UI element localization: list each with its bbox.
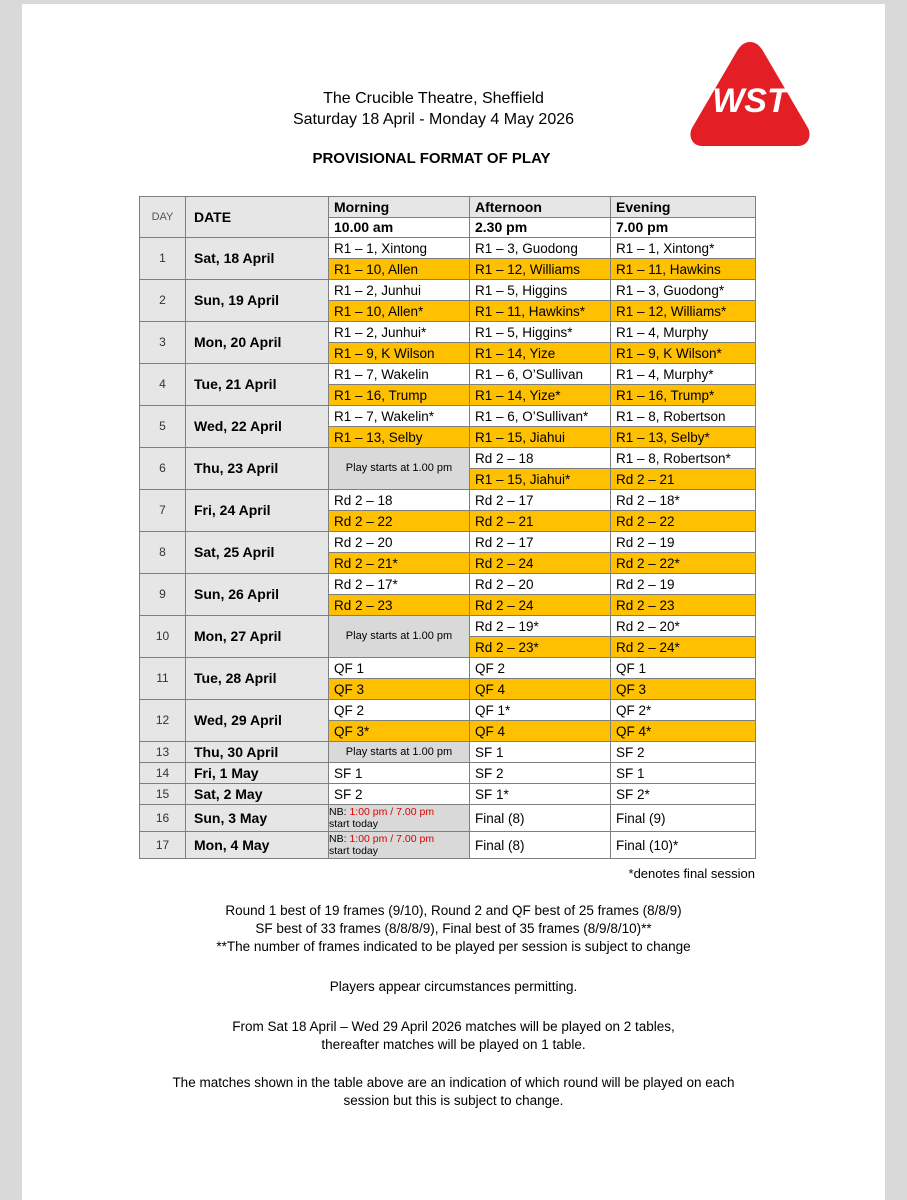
afternoon-session: R1 – 6, O’Sullivan <box>470 364 611 385</box>
morning-session: Rd 2 – 21* <box>329 553 470 574</box>
day-number: 7 <box>140 490 186 532</box>
day-number: 12 <box>140 700 186 742</box>
footer-line: session but this is subject to change. <box>343 1093 564 1108</box>
footer-line: From Sat 18 April – Wed 29 April 2026 matches will be played on 2 tables, <box>232 1019 675 1034</box>
afternoon-session: R1 – 14, Yize <box>470 343 611 364</box>
evening-session: Rd 2 – 21 <box>611 469 756 490</box>
evening-header: Evening <box>611 197 756 218</box>
nb-times: 1:00 pm / 7.00 pm <box>349 806 435 818</box>
date-cell: Sun, 19 April <box>186 280 329 322</box>
day-column-header: DAY <box>140 197 186 238</box>
evening-session: R1 – 4, Murphy <box>611 322 756 343</box>
evening-session: Rd 2 – 24* <box>611 637 756 658</box>
afternoon-session: SF 2 <box>470 763 611 784</box>
evening-session: Rd 2 – 22 <box>611 511 756 532</box>
table-row <box>140 322 756 343</box>
evening-session: Rd 2 – 20* <box>611 616 756 637</box>
day-number: 15 <box>140 784 186 805</box>
disclaimer <box>22 1074 885 1110</box>
table-row <box>140 658 756 679</box>
table-row <box>140 490 756 511</box>
evening-session: R1 – 11, Hawkins <box>611 259 756 280</box>
footer-line: The matches shown in the table above are an indication of which round will be played on each <box>172 1075 735 1090</box>
morning-session: Rd 2 – 18 <box>329 490 470 511</box>
morning-session: QF 1 <box>329 658 470 679</box>
morning-session: R1 – 16, Trump <box>329 385 470 406</box>
afternoon-session: R1 – 12, Williams <box>470 259 611 280</box>
morning-session: QF 3* <box>329 721 470 742</box>
play-starts-note: Play starts at 1.00 pm <box>329 616 470 658</box>
table-row <box>140 406 756 427</box>
evening-session: R1 – 1, Xintong* <box>611 238 756 259</box>
afternoon-session: Final (8) <box>470 832 611 859</box>
morning-session: R1 – 2, Junhui <box>329 280 470 301</box>
morning-session: QF 2 <box>329 700 470 721</box>
evening-session: Final (10)* <box>611 832 756 859</box>
day-number: 10 <box>140 616 186 658</box>
morning-session: Rd 2 – 23 <box>329 595 470 616</box>
afternoon-session: Rd 2 – 19* <box>470 616 611 637</box>
day-number: 14 <box>140 763 186 784</box>
footer-line: **The number of frames indicated to be played per session is subject to change <box>216 939 691 954</box>
afternoon-session: Rd 2 – 17 <box>470 532 611 553</box>
date-cell: Fri, 24 April <box>186 490 329 532</box>
morning-header: Morning <box>329 197 470 218</box>
date-column-header: DATE <box>186 197 329 238</box>
evening-session: R1 – 13, Selby* <box>611 427 756 448</box>
day-number: 17 <box>140 832 186 859</box>
morning-session: SF 2 <box>329 784 470 805</box>
nb-note-cell <box>329 805 470 832</box>
afternoon-session: SF 1* <box>470 784 611 805</box>
morning-session: Rd 2 – 20 <box>329 532 470 553</box>
evening-session: R1 – 8, Robertson* <box>611 448 756 469</box>
evening-session: QF 4* <box>611 721 756 742</box>
day-number: 2 <box>140 280 186 322</box>
day-number: 3 <box>140 322 186 364</box>
morning-session: R1 – 9, K Wilson <box>329 343 470 364</box>
evening-session: R1 – 4, Murphy* <box>611 364 756 385</box>
morning-session: R1 – 10, Allen* <box>329 301 470 322</box>
evening-session: Rd 2 – 19 <box>611 532 756 553</box>
table-row <box>140 238 756 259</box>
nb-note-cell <box>329 832 470 859</box>
nb-start: start today <box>329 818 379 830</box>
table-header-row <box>140 197 756 218</box>
evening-session: R1 – 16, Trump* <box>611 385 756 406</box>
date-cell: Thu, 23 April <box>186 448 329 490</box>
morning-session: R1 – 10, Allen <box>329 259 470 280</box>
footer-line: SF best of 33 frames (8/8/8/9), Final best of 35 frames (8/9/8/10)** <box>255 921 652 936</box>
date-cell: Sat, 2 May <box>186 784 329 805</box>
date-cell: Fri, 1 May <box>186 763 329 784</box>
table-row <box>140 784 756 805</box>
afternoon-session: SF 1 <box>470 742 611 763</box>
nb-times: 1:00 pm / 7.00 pm <box>349 833 435 845</box>
date-cell: Mon, 27 April <box>186 616 329 658</box>
table-row <box>140 364 756 385</box>
date-cell: Mon, 4 May <box>186 832 329 859</box>
final-session-note: *denotes final session <box>628 866 755 881</box>
schedule-table <box>139 196 756 859</box>
afternoon-session: R1 – 5, Higgins <box>470 280 611 301</box>
day-number: 8 <box>140 532 186 574</box>
play-starts-note: Play starts at 1.00 pm <box>329 448 470 490</box>
date-cell: Sun, 3 May <box>186 805 329 832</box>
afternoon-session: Rd 2 – 21 <box>470 511 611 532</box>
venue-name: The Crucible Theatre, Sheffield <box>323 90 544 107</box>
evening-session: SF 2* <box>611 784 756 805</box>
footer-line: thereafter matches will be played on 1 table. <box>321 1037 586 1052</box>
day-number: 9 <box>140 574 186 616</box>
evening-session: Rd 2 – 23 <box>611 595 756 616</box>
evening-session: QF 1 <box>611 658 756 679</box>
evening-session: SF 2 <box>611 742 756 763</box>
evening-session: Final (9) <box>611 805 756 832</box>
nb-label: NB: <box>329 833 347 845</box>
evening-session: R1 – 3, Guodong* <box>611 280 756 301</box>
tables-info <box>22 1018 885 1054</box>
day-number: 1 <box>140 238 186 280</box>
evening-session: Rd 2 – 18* <box>611 490 756 511</box>
table-row <box>140 742 756 763</box>
morning-session: Rd 2 – 22 <box>329 511 470 532</box>
table-row <box>140 280 756 301</box>
afternoon-session: R1 – 5, Higgins* <box>470 322 611 343</box>
table-row <box>140 763 756 784</box>
date-cell: Sun, 26 April <box>186 574 329 616</box>
morning-session: R1 – 7, Wakelin <box>329 364 470 385</box>
evening-time: 7.00 pm <box>611 218 756 238</box>
day-number: 13 <box>140 742 186 763</box>
afternoon-session: QF 4 <box>470 721 611 742</box>
morning-session: R1 – 1, Xintong <box>329 238 470 259</box>
table-row <box>140 700 756 721</box>
afternoon-session: Rd 2 – 24 <box>470 553 611 574</box>
nb-start: start today <box>329 845 379 857</box>
date-cell: Thu, 30 April <box>186 742 329 763</box>
document-page <box>22 4 885 1200</box>
afternoon-session: Rd 2 – 23* <box>470 637 611 658</box>
afternoon-session: R1 – 11, Hawkins* <box>470 301 611 322</box>
evening-session: SF 1 <box>611 763 756 784</box>
day-number: 16 <box>140 805 186 832</box>
evening-session: Rd 2 – 19 <box>611 574 756 595</box>
day-number: 11 <box>140 658 186 700</box>
table-row <box>140 616 756 637</box>
afternoon-session: Rd 2 – 24 <box>470 595 611 616</box>
day-number: 5 <box>140 406 186 448</box>
afternoon-session: QF 4 <box>470 679 611 700</box>
afternoon-header: Afternoon <box>470 197 611 218</box>
date-cell: Mon, 20 April <box>186 322 329 364</box>
afternoon-session: R1 – 6, O’Sullivan* <box>470 406 611 427</box>
table-row <box>140 574 756 595</box>
evening-session: R1 – 12, Williams* <box>611 301 756 322</box>
footer-line: Round 1 best of 19 frames (9/10), Round 2 and QF best of 25 frames (8/8/9) <box>225 903 682 918</box>
morning-session: R1 – 7, Wakelin* <box>329 406 470 427</box>
evening-session: R1 – 8, Robertson <box>611 406 756 427</box>
evening-session: QF 3 <box>611 679 756 700</box>
morning-session: QF 3 <box>329 679 470 700</box>
evening-session: Rd 2 – 22* <box>611 553 756 574</box>
morning-session: R1 – 2, Junhui* <box>329 322 470 343</box>
afternoon-session: R1 – 3, Guodong <box>470 238 611 259</box>
afternoon-session: Final (8) <box>470 805 611 832</box>
afternoon-session: R1 – 15, Jiahui* <box>470 469 611 490</box>
morning-time: 10.00 am <box>329 218 470 238</box>
afternoon-session: QF 2 <box>470 658 611 679</box>
play-starts-note: Play starts at 1.00 pm <box>329 742 470 763</box>
afternoon-session: QF 1* <box>470 700 611 721</box>
afternoon-session: R1 – 14, Yize* <box>470 385 611 406</box>
day-number: 4 <box>140 364 186 406</box>
evening-session: QF 2* <box>611 700 756 721</box>
date-cell: Sat, 25 April <box>186 532 329 574</box>
players-note: Players appear circumstances permitting. <box>329 979 578 994</box>
wst-logo <box>688 40 812 148</box>
afternoon-session: Rd 2 – 20 <box>470 574 611 595</box>
logo-wordmark: WST <box>712 82 788 120</box>
morning-session: SF 1 <box>329 763 470 784</box>
date-cell: Sat, 18 April <box>186 238 329 280</box>
nb-label: NB: <box>329 806 347 818</box>
evening-session: R1 – 9, K Wilson* <box>611 343 756 364</box>
afternoon-session: Rd 2 – 18 <box>470 448 611 469</box>
morning-session: Rd 2 – 17* <box>329 574 470 595</box>
afternoon-session: Rd 2 – 17 <box>470 490 611 511</box>
date-cell: Tue, 28 April <box>186 658 329 700</box>
table-row <box>140 448 756 469</box>
frames-info <box>22 902 885 956</box>
table-row <box>140 532 756 553</box>
page-title: PROVISIONAL FORMAT OF PLAY <box>312 150 551 167</box>
date-cell: Tue, 21 April <box>186 364 329 406</box>
afternoon-time: 2.30 pm <box>470 218 611 238</box>
date-cell: Wed, 22 April <box>186 406 329 448</box>
day-number: 6 <box>140 448 186 490</box>
table-row <box>140 805 756 832</box>
date-cell: Wed, 29 April <box>186 700 329 742</box>
morning-session: R1 – 13, Selby <box>329 427 470 448</box>
table-row <box>140 832 756 859</box>
afternoon-session: R1 – 15, Jiahui <box>470 427 611 448</box>
event-dates: Saturday 18 April - Monday 4 May 2026 <box>292 111 575 128</box>
